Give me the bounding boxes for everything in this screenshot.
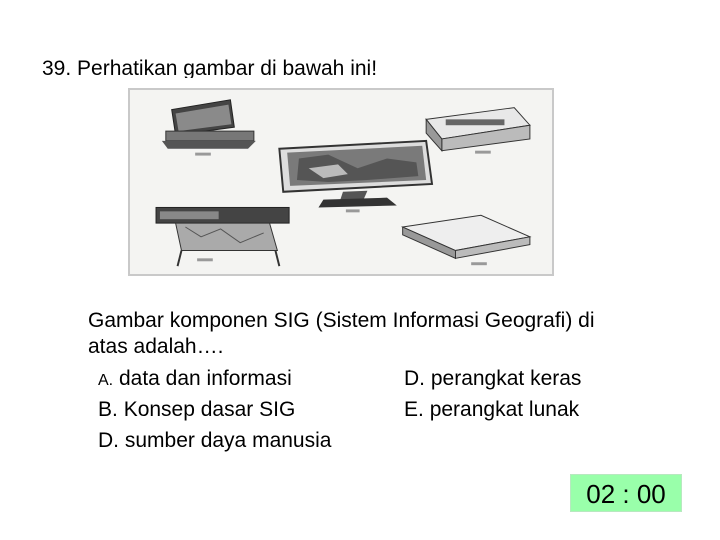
option-text: perangkat lunak	[429, 398, 580, 421]
question-title: 39. Perhatikan gambar di bawah ini!	[42, 57, 378, 78]
option-text: sumber daya manusia	[124, 429, 332, 452]
option-b[interactable]	[98, 394, 295, 425]
monitor-with-map	[279, 141, 432, 212]
option-letter: D.	[98, 429, 119, 452]
option-e[interactable]	[404, 394, 579, 425]
hardware-figure	[128, 88, 554, 276]
option-letter: B.	[98, 398, 118, 421]
option-d[interactable]	[404, 363, 581, 394]
option-c[interactable]	[98, 425, 331, 456]
option-letter: E.	[404, 398, 424, 421]
question-text: Gambar komponen SIG (Sistem Informasi Geografi) di atas adalah….	[88, 309, 595, 358]
option-text: data dan informasi	[118, 367, 292, 390]
countdown-timer: 02 : 00	[570, 474, 682, 512]
option-a[interactable]	[98, 363, 292, 396]
option-text: Konsep dasar SIG	[123, 398, 296, 421]
option-letter: A.	[98, 372, 114, 389]
printer	[426, 108, 530, 154]
computer-workstation	[162, 100, 256, 156]
scanner	[403, 215, 530, 265]
hardware-illustration	[130, 90, 552, 274]
option-letter: D.	[404, 367, 425, 390]
option-text: perangkat keras	[430, 367, 582, 390]
plotter	[156, 207, 289, 266]
